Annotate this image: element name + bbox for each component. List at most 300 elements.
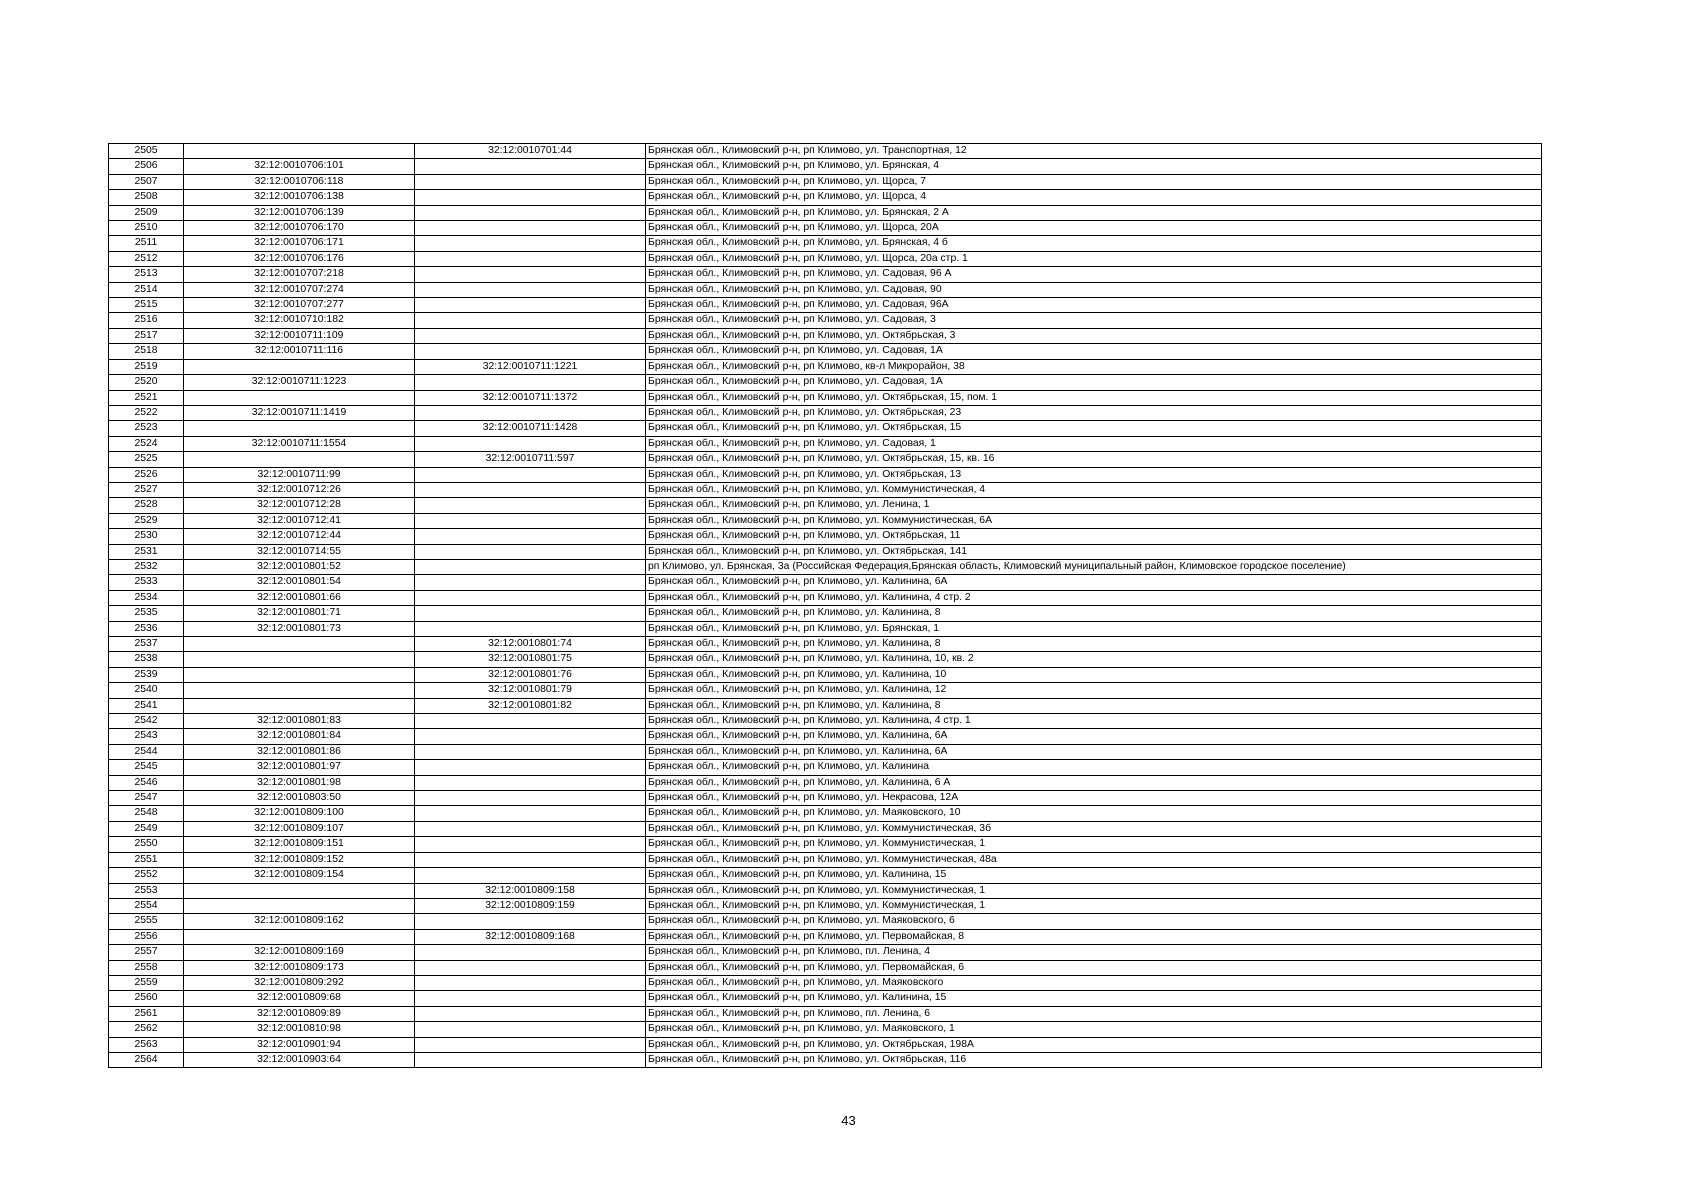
address-cell: Брянская обл., Климовский р-н, рп Климово, ул. Коммунистическая, 1	[646, 837, 1542, 852]
cadastral-number-a-cell: 32:12:0010706:176	[184, 251, 415, 266]
row-number-cell: 2547	[109, 791, 184, 806]
table-row	[109, 883, 1542, 898]
cadastral-number-b-cell	[415, 837, 646, 852]
cadastral-table	[108, 143, 1542, 1068]
address-cell: Брянская обл., Климовский р-н, рп Климово, ул. Калинина, 4 стр. 2	[646, 590, 1542, 605]
address-cell: Брянская обл., Климовский р-н, рп Климово, ул. Октябрьская, 15, кв. 16	[646, 452, 1542, 467]
row-number-cell: 2516	[109, 313, 184, 328]
table-row	[109, 698, 1542, 713]
cadastral-number-b-cell: 32:12:0010711:1221	[415, 359, 646, 374]
row-number-cell: 2508	[109, 190, 184, 205]
table-row	[109, 452, 1542, 467]
table-row	[109, 559, 1542, 574]
cadastral-number-b-cell	[415, 714, 646, 729]
cadastral-number-a-cell: 32:12:0010809:173	[184, 960, 415, 975]
row-number-cell: 2509	[109, 205, 184, 220]
row-number-cell: 2527	[109, 482, 184, 497]
cadastral-number-b-cell	[415, 945, 646, 960]
cadastral-number-a-cell: 32:12:0010801:98	[184, 775, 415, 790]
row-number-cell: 2537	[109, 637, 184, 652]
address-cell: Брянская обл., Климовский р-н, рп Климово, ул. Брянская, 4	[646, 159, 1542, 174]
table-row	[109, 1006, 1542, 1021]
cadastral-number-b-cell	[415, 344, 646, 359]
table-row	[109, 1022, 1542, 1037]
cadastral-number-a-cell: 32:12:0010712:44	[184, 529, 415, 544]
address-cell: Брянская обл., Климовский р-н, рп Климово, ул. Октябрьская, 15, пом. 1	[646, 390, 1542, 405]
cadastral-number-b-cell: 32:12:0010801:82	[415, 698, 646, 713]
row-number-cell: 2505	[109, 144, 184, 159]
table-row	[109, 513, 1542, 528]
cadastral-number-b-cell	[415, 221, 646, 236]
cadastral-number-a-cell	[184, 929, 415, 944]
row-number-cell: 2520	[109, 375, 184, 390]
address-cell: Брянская обл., Климовский р-н, рп Климово, ул. Первомайская, 6	[646, 960, 1542, 975]
cadastral-number-b-cell	[415, 775, 646, 790]
table-row	[109, 575, 1542, 590]
cadastral-number-a-cell	[184, 898, 415, 913]
table-row	[109, 775, 1542, 790]
address-cell: Брянская обл., Климовский р-н, рп Климово, ул. Калинина, 6 А	[646, 775, 1542, 790]
row-number-cell: 2538	[109, 652, 184, 667]
address-cell: Брянская обл., Климовский р-н, рп Климово, ул. Калинина, 6А	[646, 729, 1542, 744]
table-row	[109, 344, 1542, 359]
cadastral-number-a-cell: 32:12:0010801:84	[184, 729, 415, 744]
address-cell: Брянская обл., Климовский р-н, рп Климово, ул. Садовая, 1А	[646, 344, 1542, 359]
row-number-cell: 2529	[109, 513, 184, 528]
cadastral-number-a-cell	[184, 683, 415, 698]
table-row	[109, 975, 1542, 990]
row-number-cell: 2543	[109, 729, 184, 744]
cadastral-number-a-cell: 32:12:0010714:55	[184, 544, 415, 559]
cadastral-number-b-cell	[415, 482, 646, 497]
row-number-cell: 2506	[109, 159, 184, 174]
address-cell: Брянская обл., Климовский р-н, рп Климово, ул. Щорса, 4	[646, 190, 1542, 205]
row-number-cell: 2524	[109, 436, 184, 451]
address-cell: Брянская обл., Климовский р-н, рп Климово, ул. Октябрьская, 11	[646, 529, 1542, 544]
cadastral-number-b-cell	[415, 852, 646, 867]
cadastral-number-b-cell	[415, 205, 646, 220]
table-row	[109, 960, 1542, 975]
cadastral-number-b-cell	[415, 1037, 646, 1052]
row-number-cell: 2536	[109, 621, 184, 636]
table-row	[109, 467, 1542, 482]
cadastral-number-b-cell	[415, 868, 646, 883]
cadastral-number-a-cell: 32:12:0010809:89	[184, 1006, 415, 1021]
cadastral-number-a-cell: 32:12:0010710:182	[184, 313, 415, 328]
table-row	[109, 760, 1542, 775]
table-row	[109, 221, 1542, 236]
row-number-cell: 2526	[109, 467, 184, 482]
table-row	[109, 1037, 1542, 1052]
address-cell: Брянская обл., Климовский р-н, рп Климово, ул. Октябрьская, 141	[646, 544, 1542, 559]
cadastral-number-a-cell: 32:12:0010706:170	[184, 221, 415, 236]
cadastral-number-a-cell	[184, 652, 415, 667]
address-cell: Брянская обл., Климовский р-н, рп Климово, ул. Транспортная, 12	[646, 144, 1542, 159]
cadastral-number-b-cell	[415, 1006, 646, 1021]
address-cell: Брянская обл., Климовский р-н, рп Климово, пл. Ленина, 6	[646, 1006, 1542, 1021]
cadastral-number-a-cell	[184, 390, 415, 405]
row-number-cell: 2541	[109, 698, 184, 713]
cadastral-number-b-cell	[415, 267, 646, 282]
cadastral-number-a-cell: 32:12:0010711:99	[184, 467, 415, 482]
cadastral-number-b-cell	[415, 744, 646, 759]
row-number-cell: 2564	[109, 1052, 184, 1067]
address-cell: Брянская обл., Климовский р-н, рп Климово, ул. Октябрьская, 15	[646, 421, 1542, 436]
cadastral-number-b-cell	[415, 621, 646, 636]
address-cell: Брянская обл., Климовский р-н, рп Климово, ул. Калинина, 8	[646, 637, 1542, 652]
address-cell: Брянская обл., Климовский р-н, рп Климово, ул. Садовая, 1	[646, 436, 1542, 451]
table-row	[109, 236, 1542, 251]
cadastral-number-b-cell: 32:12:0010801:79	[415, 683, 646, 698]
cadastral-number-a-cell	[184, 359, 415, 374]
table-row	[109, 744, 1542, 759]
cadastral-number-a-cell: 32:12:0010707:274	[184, 282, 415, 297]
cadastral-number-b-cell	[415, 513, 646, 528]
cadastral-number-b-cell: 32:12:0010711:1372	[415, 390, 646, 405]
table-row	[109, 390, 1542, 405]
row-number-cell: 2534	[109, 590, 184, 605]
cadastral-number-a-cell: 32:12:0010711:116	[184, 344, 415, 359]
address-cell: Брянская обл., Климовский р-н, рп Климово, ул. Некрасова, 12А	[646, 791, 1542, 806]
address-cell: Брянская обл., Климовский р-н, рп Климово, ул. Коммунистическая, 1	[646, 883, 1542, 898]
cadastral-number-b-cell	[415, 313, 646, 328]
cadastral-number-b-cell: 32:12:0010711:597	[415, 452, 646, 467]
address-cell: Брянская обл., Климовский р-н, рп Климово, ул. Калинина, 15	[646, 868, 1542, 883]
table-row	[109, 837, 1542, 852]
address-cell: Брянская обл., Климовский р-н, рп Климово, ул. Ленина, 1	[646, 498, 1542, 513]
address-cell: Брянская обл., Климовский р-н, рп Климово, ул. Первомайская, 8	[646, 929, 1542, 944]
address-cell: Брянская обл., Климовский р-н, рп Климово, ул. Калинина, 6А	[646, 744, 1542, 759]
table-row	[109, 914, 1542, 929]
row-number-cell: 2550	[109, 837, 184, 852]
cadastral-number-b-cell: 32:12:0010809:158	[415, 883, 646, 898]
table-row	[109, 991, 1542, 1006]
cadastral-number-b-cell: 32:12:0010801:74	[415, 637, 646, 652]
row-number-cell: 2521	[109, 390, 184, 405]
table-row	[109, 544, 1542, 559]
cadastral-number-a-cell	[184, 698, 415, 713]
cadastral-number-a-cell: 32:12:0010801:52	[184, 559, 415, 574]
address-cell: Брянская обл., Климовский р-н, рп Климово, ул. Калинина	[646, 760, 1542, 775]
table-row	[109, 328, 1542, 343]
table-row	[109, 868, 1542, 883]
cadastral-number-b-cell	[415, 1022, 646, 1037]
table-row	[109, 590, 1542, 605]
cadastral-number-a-cell	[184, 144, 415, 159]
address-cell: Брянская обл., Климовский р-н, рп Климово, ул. Калинина, 6А	[646, 575, 1542, 590]
address-cell: Брянская обл., Климовский р-н, рп Климово, ул. Маяковского, 1	[646, 1022, 1542, 1037]
cadastral-number-a-cell: 32:12:0010711:1554	[184, 436, 415, 451]
address-cell: Брянская обл., Климовский р-н, рп Климово, ул. Брянская, 4 б	[646, 236, 1542, 251]
address-cell: Брянская обл., Климовский р-н, рп Климово, ул. Октябрьская, 13	[646, 467, 1542, 482]
cadastral-number-b-cell	[415, 405, 646, 420]
cadastral-number-a-cell: 32:12:0010809:100	[184, 806, 415, 821]
row-number-cell: 2562	[109, 1022, 184, 1037]
cadastral-number-b-cell	[415, 559, 646, 574]
address-cell: Брянская обл., Климовский р-н, рп Климово, ул. Октябрьская, 23	[646, 405, 1542, 420]
cadastral-number-a-cell: 32:12:0010707:218	[184, 267, 415, 282]
table-row	[109, 421, 1542, 436]
table-row	[109, 405, 1542, 420]
address-cell: Брянская обл., Климовский р-н, рп Климово, ул. Калинина, 10, кв. 2	[646, 652, 1542, 667]
cadastral-number-a-cell: 32:12:0010712:28	[184, 498, 415, 513]
cadastral-number-b-cell	[415, 375, 646, 390]
address-cell: Брянская обл., Климовский р-н, рп Климово, ул. Маяковского, 10	[646, 806, 1542, 821]
table-row	[109, 929, 1542, 944]
cadastral-number-a-cell	[184, 421, 415, 436]
page-number: 43	[841, 1113, 856, 1128]
cadastral-number-b-cell	[415, 190, 646, 205]
row-number-cell: 2545	[109, 760, 184, 775]
table-row	[109, 945, 1542, 960]
cadastral-number-b-cell: 32:12:0010711:1428	[415, 421, 646, 436]
cadastral-number-b-cell	[415, 498, 646, 513]
address-cell: Брянская обл., Климовский р-н, рп Климово, ул. Октябрьская, 198А	[646, 1037, 1542, 1052]
cadastral-number-a-cell: 32:12:0010801:71	[184, 606, 415, 621]
table-row	[109, 791, 1542, 806]
address-cell: Брянская обл., Климовский р-н, рп Климово, ул. Щорса, 20А	[646, 221, 1542, 236]
table-row	[109, 683, 1542, 698]
row-number-cell: 2533	[109, 575, 184, 590]
row-number-cell: 2563	[109, 1037, 184, 1052]
row-number-cell: 2552	[109, 868, 184, 883]
table-row	[109, 190, 1542, 205]
address-cell: Брянская обл., Климовский р-н, рп Климово, ул. Щорса, 7	[646, 174, 1542, 189]
address-cell: Брянская обл., Климовский р-н, рп Климово, ул. Садовая, 96А	[646, 298, 1542, 313]
table-row	[109, 313, 1542, 328]
table-row	[109, 159, 1542, 174]
cadastral-number-b-cell	[415, 467, 646, 482]
table-row	[109, 267, 1542, 282]
cadastral-number-b-cell	[415, 991, 646, 1006]
cadastral-number-a-cell: 32:12:0010706:118	[184, 174, 415, 189]
row-number-cell: 2558	[109, 960, 184, 975]
cadastral-number-a-cell	[184, 637, 415, 652]
cadastral-number-a-cell: 32:12:0010809:152	[184, 852, 415, 867]
cadastral-number-a-cell: 32:12:0010809:169	[184, 945, 415, 960]
table-row	[109, 652, 1542, 667]
address-cell: Брянская обл., Климовский р-н, рп Климово, ул. Маяковского	[646, 975, 1542, 990]
row-number-cell: 2539	[109, 667, 184, 682]
address-cell: Брянская обл., Климовский р-н, рп Климово, ул. Брянская, 2 А	[646, 205, 1542, 220]
cadastral-number-b-cell	[415, 729, 646, 744]
cadastral-number-a-cell: 32:12:0010801:97	[184, 760, 415, 775]
cadastral-number-a-cell	[184, 883, 415, 898]
cadastral-number-a-cell: 32:12:0010706:101	[184, 159, 415, 174]
row-number-cell: 2555	[109, 914, 184, 929]
address-cell: Брянская обл., Климовский р-н, рп Климово, ул. Садовая, 1А	[646, 375, 1542, 390]
address-cell: Брянская обл., Климовский р-н, рп Климово, ул. Садовая, 90	[646, 282, 1542, 297]
address-cell: Брянская обл., Климовский р-н, рп Климово, кв-л Микрорайон, 38	[646, 359, 1542, 374]
cadastral-number-a-cell	[184, 667, 415, 682]
row-number-cell: 2553	[109, 883, 184, 898]
table-row	[109, 821, 1542, 836]
address-cell: Брянская обл., Климовский р-н, рп Климово, ул. Щорса, 20а стр. 1	[646, 251, 1542, 266]
cadastral-number-a-cell: 32:12:0010706:139	[184, 205, 415, 220]
row-number-cell: 2510	[109, 221, 184, 236]
cadastral-number-b-cell	[415, 529, 646, 544]
row-number-cell: 2548	[109, 806, 184, 821]
table-row	[109, 806, 1542, 821]
table-row	[109, 298, 1542, 313]
cadastral-number-b-cell	[415, 575, 646, 590]
address-cell: Брянская обл., Климовский р-н, рп Климово, ул. Октябрьская, 116	[646, 1052, 1542, 1067]
table-row	[109, 282, 1542, 297]
cadastral-number-a-cell: 32:12:0010707:277	[184, 298, 415, 313]
cadastral-number-a-cell: 32:12:0010809:154	[184, 868, 415, 883]
table-row	[109, 482, 1542, 497]
cadastral-number-b-cell: 32:12:0010801:76	[415, 667, 646, 682]
row-number-cell: 2513	[109, 267, 184, 282]
cadastral-number-a-cell: 32:12:0010801:86	[184, 744, 415, 759]
cadastral-number-a-cell: 32:12:0010801:73	[184, 621, 415, 636]
cadastral-number-a-cell: 32:12:0010711:1223	[184, 375, 415, 390]
address-cell: Брянская обл., Климовский р-н, рп Климово, ул. Садовая, 96 А	[646, 267, 1542, 282]
cadastral-number-a-cell: 32:12:0010711:109	[184, 328, 415, 343]
row-number-cell: 2523	[109, 421, 184, 436]
cadastral-number-a-cell: 32:12:0010803:50	[184, 791, 415, 806]
cadastral-number-b-cell	[415, 606, 646, 621]
table-row	[109, 174, 1542, 189]
row-number-cell: 2560	[109, 991, 184, 1006]
cadastral-number-b-cell	[415, 298, 646, 313]
table-row	[109, 205, 1542, 220]
row-number-cell: 2554	[109, 898, 184, 913]
cadastral-number-b-cell	[415, 236, 646, 251]
cadastral-number-b-cell	[415, 282, 646, 297]
table-row	[109, 729, 1542, 744]
table-body	[109, 144, 1542, 1068]
address-cell: Брянская обл., Климовский р-н, рп Климово, ул. Коммунистическая, 48а	[646, 852, 1542, 867]
row-number-cell: 2519	[109, 359, 184, 374]
row-number-cell: 2517	[109, 328, 184, 343]
table-row	[109, 667, 1542, 682]
row-number-cell: 2518	[109, 344, 184, 359]
cadastral-number-b-cell: 32:12:0010701:44	[415, 144, 646, 159]
row-number-cell: 2559	[109, 975, 184, 990]
row-number-cell: 2522	[109, 405, 184, 420]
table-row	[109, 359, 1542, 374]
cadastral-number-b-cell	[415, 544, 646, 559]
cadastral-number-b-cell	[415, 960, 646, 975]
row-number-cell: 2549	[109, 821, 184, 836]
row-number-cell: 2551	[109, 852, 184, 867]
cadastral-number-b-cell: 32:12:0010809:168	[415, 929, 646, 944]
row-number-cell: 2531	[109, 544, 184, 559]
row-number-cell: 2530	[109, 529, 184, 544]
row-number-cell: 2544	[109, 744, 184, 759]
row-number-cell: 2556	[109, 929, 184, 944]
address-cell: Брянская обл., Климовский р-н, рп Климово, ул. Садовая, 3	[646, 313, 1542, 328]
cadastral-number-b-cell	[415, 791, 646, 806]
address-cell: Брянская обл., Климовский р-н, рп Климово, ул. Маяковского, 6	[646, 914, 1542, 929]
cadastral-number-b-cell	[415, 436, 646, 451]
cadastral-number-b-cell	[415, 1052, 646, 1067]
cadastral-number-b-cell	[415, 975, 646, 990]
cadastral-number-a-cell	[184, 452, 415, 467]
address-cell: Брянская обл., Климовский р-н, рп Климово, ул. Коммунистическая, 3б	[646, 821, 1542, 836]
row-number-cell: 2515	[109, 298, 184, 313]
address-cell: рп Климово, ул. Брянская, 3а (Российская Федерация,Брянская область, Климовский муниципальный район, Климовское городское поселение)	[646, 559, 1542, 574]
cadastral-number-a-cell: 32:12:0010901:94	[184, 1037, 415, 1052]
cadastral-number-a-cell: 32:12:0010809:292	[184, 975, 415, 990]
cadastral-number-b-cell	[415, 914, 646, 929]
table-row	[109, 251, 1542, 266]
row-number-cell: 2507	[109, 174, 184, 189]
table-row	[109, 529, 1542, 544]
cadastral-number-a-cell: 32:12:0010809:162	[184, 914, 415, 929]
cadastral-number-b-cell	[415, 251, 646, 266]
cadastral-number-b-cell	[415, 760, 646, 775]
table-row	[109, 637, 1542, 652]
row-number-cell: 2511	[109, 236, 184, 251]
table-row	[109, 375, 1542, 390]
row-number-cell: 2561	[109, 1006, 184, 1021]
row-number-cell: 2525	[109, 452, 184, 467]
cadastral-number-b-cell	[415, 174, 646, 189]
table-row	[109, 498, 1542, 513]
row-number-cell: 2542	[109, 714, 184, 729]
cadastral-number-b-cell	[415, 328, 646, 343]
address-cell: Брянская обл., Климовский р-н, рп Климово, ул. Брянская, 1	[646, 621, 1542, 636]
cadastral-number-a-cell: 32:12:0010706:171	[184, 236, 415, 251]
address-cell: Брянская обл., Климовский р-н, рп Климово, ул. Калинина, 8	[646, 698, 1542, 713]
address-cell: Брянская обл., Климовский р-н, рп Климово, ул. Калинина, 12	[646, 683, 1542, 698]
row-number-cell: 2540	[109, 683, 184, 698]
cadastral-number-b-cell	[415, 806, 646, 821]
table-row	[109, 621, 1542, 636]
address-cell: Брянская обл., Климовский р-н, рп Климово, ул. Калинина, 4 стр. 1	[646, 714, 1542, 729]
cadastral-number-a-cell: 32:12:0010801:54	[184, 575, 415, 590]
cadastral-number-a-cell: 32:12:0010711:1419	[184, 405, 415, 420]
row-number-cell: 2514	[109, 282, 184, 297]
cadastral-number-b-cell: 32:12:0010801:75	[415, 652, 646, 667]
address-cell: Брянская обл., Климовский р-н, рп Климово, ул. Октябрьская, 3	[646, 328, 1542, 343]
address-cell: Брянская обл., Климовский р-н, рп Климово, ул. Коммунистическая, 1	[646, 898, 1542, 913]
row-number-cell: 2557	[109, 945, 184, 960]
table-row	[109, 436, 1542, 451]
row-number-cell: 2528	[109, 498, 184, 513]
cadastral-number-a-cell: 32:12:0010706:138	[184, 190, 415, 205]
cadastral-number-b-cell	[415, 821, 646, 836]
cadastral-number-a-cell: 32:12:0010712:26	[184, 482, 415, 497]
table-row	[109, 898, 1542, 913]
cadastral-number-a-cell: 32:12:0010801:66	[184, 590, 415, 605]
address-cell: Брянская обл., Климовский р-н, рп Климово, ул. Коммунистическая, 4	[646, 482, 1542, 497]
cadastral-number-a-cell: 32:12:0010809:68	[184, 991, 415, 1006]
cadastral-number-a-cell: 32:12:0010810:98	[184, 1022, 415, 1037]
cadastral-number-b-cell	[415, 590, 646, 605]
cadastral-number-b-cell: 32:12:0010809:159	[415, 898, 646, 913]
table-row	[109, 852, 1542, 867]
table-row	[109, 1052, 1542, 1067]
address-cell: Брянская обл., Климовский р-н, рп Климово, пл. Ленина, 4	[646, 945, 1542, 960]
address-cell: Брянская обл., Климовский р-н, рп Климово, ул. Коммунистическая, 6А	[646, 513, 1542, 528]
cadastral-number-b-cell	[415, 159, 646, 174]
row-number-cell: 2532	[109, 559, 184, 574]
table-row	[109, 606, 1542, 621]
row-number-cell: 2535	[109, 606, 184, 621]
cadastral-number-a-cell: 32:12:0010801:83	[184, 714, 415, 729]
address-cell: Брянская обл., Климовский р-н, рп Климово, ул. Калинина, 10	[646, 667, 1542, 682]
table-row	[109, 144, 1542, 159]
cadastral-number-a-cell: 32:12:0010809:151	[184, 837, 415, 852]
cadastral-number-a-cell: 32:12:0010809:107	[184, 821, 415, 836]
address-cell: Брянская обл., Климовский р-н, рп Климово, ул. Калинина, 8	[646, 606, 1542, 621]
table-row	[109, 714, 1542, 729]
address-cell: Брянская обл., Климовский р-н, рп Климово, ул. Калинина, 15	[646, 991, 1542, 1006]
row-number-cell: 2512	[109, 251, 184, 266]
